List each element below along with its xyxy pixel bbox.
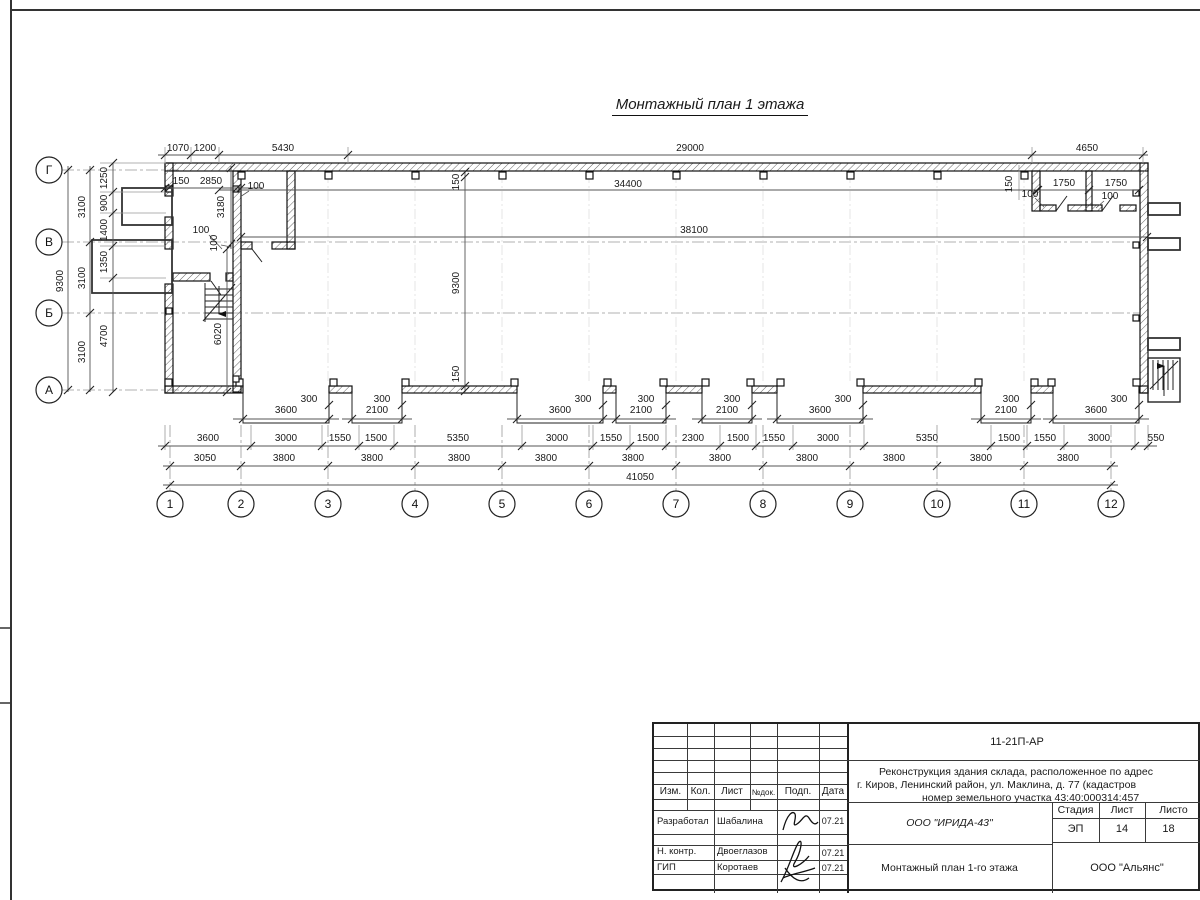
tb-role: Разработал	[657, 816, 709, 827]
tb-doc-title: Монтажный план 1-го этажа	[881, 862, 1018, 874]
tb-sheet-number: 14	[1115, 823, 1129, 835]
tb-code: 11-21П-АР	[990, 736, 1044, 748]
dim-label: 3600	[808, 405, 832, 416]
axis-label: 5	[498, 497, 506, 511]
dim-label: 1500	[364, 433, 388, 444]
tb-col-podp: Подп.	[784, 786, 812, 797]
axis-grid-faint	[241, 173, 1024, 384]
dim-label: 550	[1147, 433, 1165, 444]
dim-label: 4700	[99, 324, 110, 348]
dim-label: 150	[1004, 175, 1015, 193]
tb-role: ГИП	[657, 862, 676, 873]
dim-label: 300	[574, 394, 592, 405]
dim-label: 3000	[545, 433, 569, 444]
axis-label: 11	[1017, 497, 1031, 511]
dim-label: 2100	[629, 405, 653, 416]
dim-label: 1750	[1052, 178, 1076, 189]
dim-label: 1400	[99, 218, 110, 242]
dim-label: 3800	[795, 453, 819, 464]
axis-label: В	[44, 235, 54, 249]
axis-bubbles-columns	[157, 491, 1124, 517]
dim-label: 38100	[680, 225, 708, 236]
tb-desc-line2: г. Киров, Ленинский район, ул. Маклина, д. 77 (кадастров	[857, 779, 1137, 791]
axis-label: 3	[324, 497, 332, 511]
dim-label: 5350	[915, 433, 939, 444]
dim-label: 2100	[994, 405, 1018, 416]
tb-sheets-total: 18	[1162, 823, 1175, 835]
column-markers	[165, 172, 1140, 386]
drawing-title-text: Монтажный план 1 этажа	[612, 96, 809, 116]
tb-name: Шабалина	[717, 816, 763, 827]
tb-col-ndok: №док.	[751, 788, 776, 797]
dim-label: 3800	[1056, 453, 1080, 464]
dim-label: 1550	[1033, 433, 1057, 444]
dim-label: 1500	[997, 433, 1021, 444]
dim-label: 3800	[360, 453, 384, 464]
dim-label: 3800	[621, 453, 645, 464]
dim-label: 3800	[447, 453, 471, 464]
dim-label: 34400	[614, 179, 642, 190]
tb-col-list: Лист	[721, 786, 743, 797]
drawing-title	[545, 96, 875, 113]
dim-label: 3050	[193, 453, 217, 464]
axis-label: 9	[846, 497, 854, 511]
dim-label: 5350	[446, 433, 470, 444]
dim-label: 100	[1101, 191, 1119, 202]
dim-label: 300	[1110, 394, 1128, 405]
extension-lines	[100, 147, 1148, 450]
axis-bubble-labels-columns	[167, 497, 1118, 511]
dim-label: 41050	[626, 472, 654, 483]
walls	[165, 163, 1148, 393]
dim-label: 900	[99, 194, 110, 212]
dim-label: 1500	[636, 433, 660, 444]
dim-label: 1500	[726, 433, 750, 444]
dim-label: 4650	[1075, 143, 1099, 154]
tb-sheets-label: Листо	[1159, 804, 1188, 816]
dim-label: 1070	[166, 143, 190, 154]
dim-label: 2850	[199, 176, 223, 187]
dim-label: 150	[172, 176, 190, 187]
tb-date: 07.21	[821, 863, 845, 873]
exterior-stair	[1148, 358, 1180, 402]
dim-label: 1550	[762, 433, 786, 444]
dim-label: 100	[209, 234, 220, 252]
dim-label: 3100	[77, 266, 88, 290]
signature	[775, 838, 819, 888]
axis-label: 10	[930, 497, 944, 511]
tb-firm: ООО "Альянс"	[1090, 862, 1164, 874]
tb-desc-line3: номер земельного участка 43:40:000314:457	[922, 792, 1140, 804]
dim-label: 5430	[271, 143, 295, 154]
dim-label: 3600	[548, 405, 572, 416]
dim-label: 6020	[213, 322, 224, 346]
dim-label: 100	[1021, 189, 1039, 200]
dim-label: 3600	[274, 405, 298, 416]
axis-label: Г	[45, 163, 53, 177]
dim-label: 3100	[77, 340, 88, 364]
axis-label: 1	[166, 497, 174, 511]
dim-label: 300	[723, 394, 741, 405]
dim-label: 3000	[274, 433, 298, 444]
dim-label: 9300	[55, 269, 66, 293]
tb-col-izm: Изм.	[659, 786, 682, 797]
dim-label: 300	[373, 394, 391, 405]
right-docks	[1148, 203, 1180, 350]
dim-label: 300	[637, 394, 655, 405]
dim-label: 1550	[599, 433, 623, 444]
dim-label: 100	[192, 225, 210, 236]
axis-label: 4	[411, 497, 419, 511]
tb-stage-label: Стадия	[1057, 804, 1094, 816]
dim-label: 3600	[196, 433, 220, 444]
axis-bubble-labels-rows	[45, 163, 53, 397]
dim-label: 3000	[1087, 433, 1111, 444]
dim-label: 3180	[216, 195, 227, 219]
tb-col-data: Дата	[821, 786, 845, 797]
tb-desc-line1: Реконструкция здания склада, расположенное по адрес	[879, 766, 1153, 778]
dim-label: 3800	[272, 453, 296, 464]
dim-label: 9300	[451, 271, 462, 295]
axis-label: Б	[45, 306, 53, 320]
tb-name: Коротаев	[717, 862, 759, 873]
dim-label: 1200	[193, 143, 217, 154]
tb-col-kol: Кол.	[690, 786, 711, 797]
axis-label: 7	[672, 497, 680, 511]
axis-label: 6	[585, 497, 593, 511]
dim-label: 29000	[676, 143, 704, 154]
signature	[779, 808, 819, 834]
dim-label: 3800	[882, 453, 906, 464]
tb-stage-value: ЭП	[1067, 823, 1084, 835]
dim-label: 2100	[365, 405, 389, 416]
dim-label: 3600	[1084, 405, 1108, 416]
tb-sheet-label: Лист	[1110, 804, 1134, 816]
axis-label: 12	[1104, 497, 1118, 511]
dim-label: 2300	[681, 433, 705, 444]
axis-label: 2	[237, 497, 245, 511]
dim-label: 150	[451, 365, 462, 383]
dim-label: 1750	[1104, 178, 1128, 189]
dim-label: 3800	[534, 453, 558, 464]
dim-label: 1350	[99, 250, 110, 274]
tb-date: 07.21	[821, 816, 845, 826]
tb-org: ООО "ИРИДА-43"	[906, 817, 993, 829]
dim-label: 100	[247, 181, 265, 192]
dim-label: 3800	[708, 453, 732, 464]
interior-stair	[203, 283, 235, 322]
dim-label: 1250	[99, 166, 110, 190]
door-leaves	[211, 196, 1113, 295]
tb-name: Двоеглазов	[717, 846, 768, 857]
tb-role: Н. контр.	[657, 846, 697, 857]
dim-label: 2100	[715, 405, 739, 416]
dim-label: 1550	[328, 433, 352, 444]
dim-label: 300	[1002, 394, 1020, 405]
dim-label: 3800	[969, 453, 993, 464]
leader-lines	[209, 191, 1104, 252]
dim-label: 150	[451, 173, 462, 191]
title-block	[652, 722, 1200, 891]
dim-label: 300	[300, 394, 318, 405]
dim-label: 300	[834, 394, 852, 405]
dim-label: 3100	[77, 195, 88, 219]
axis-label: А	[44, 383, 54, 397]
axis-label: 8	[759, 497, 767, 511]
tb-date: 07.21	[821, 848, 845, 858]
dim-label: 3000	[816, 433, 840, 444]
